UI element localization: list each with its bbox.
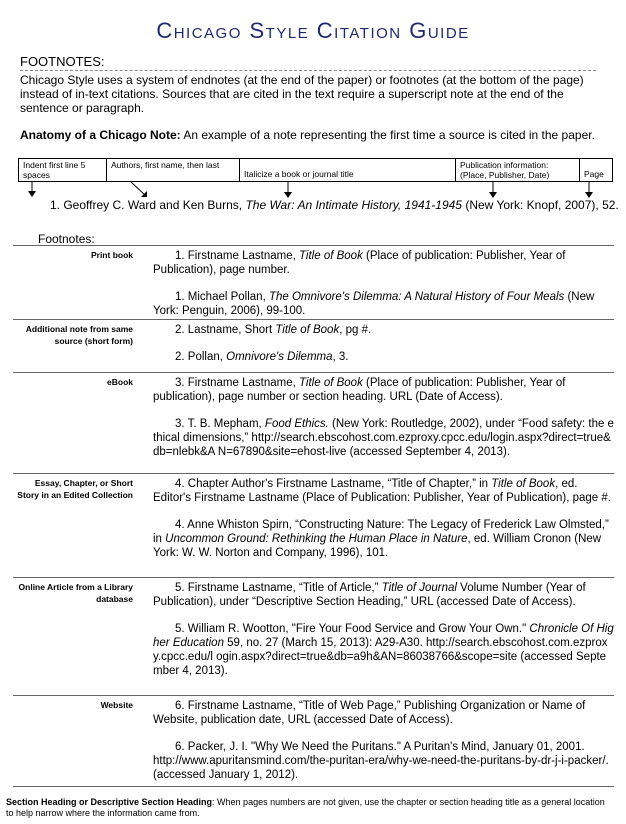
arrow-down-icon — [283, 182, 293, 198]
footnotes-heading: Footnotes: — [38, 232, 95, 246]
label-indent: Indent first line 5 spaces — [19, 159, 107, 181]
arrow-down-icon — [27, 181, 37, 197]
arrow-down-icon — [488, 182, 498, 198]
citation-row — [13, 695, 614, 786]
label-title: Italicize a book or journal title — [240, 159, 456, 181]
entry-template: 1. Firstname Lastname, Title of Book (Place of publication: Publisher, Year of Publication), page number. — [153, 250, 566, 276]
entry-template: 3. Firstname Lastname, Title of Book (Place of publication: Publisher, Year of publication), page number or section heading. URL (Date of Access). — [153, 377, 566, 403]
entry-template: 5. Firstname Lastname, “Title of Article,” Title of Journal Volume Number (Year of Publication), under “Descriptive Section Heading,” URL (accessed Date of Access). — [153, 582, 586, 608]
footer-text: : When pages numbers are not given, use the chapter or section heading title as a general location to help narrow where the information came from. — [6, 797, 605, 818]
row-body — [133, 696, 614, 786]
example-pre: 1. Geoffrey C. Ward and Ken Burns, — [50, 198, 246, 212]
anatomy-line — [20, 128, 610, 142]
entry-example: 6. Packer, J. I. "Why We Need the Puritans." A Puritan's Mind, January 01, 2001. http://www.apuritansmind.com/the-puritan-era/why-we-need-the-puritans-by-dr-j-i-packer/. (accessed January 1, 2012). — [153, 741, 609, 781]
citation-row — [13, 319, 614, 372]
entry-example: 4. Anne Whiston Spirn, “Constructing Nature: The Legacy of Frederick Law Olmsted,” in Uncommon Ground: Rethinking the Human Place in Nature, ed. William Cronon (New York: W. W. Norton and Company, 1996), 101. — [153, 519, 609, 559]
example-post: (New York: Knopf, 2007), 52. — [461, 198, 619, 212]
label-authors: Authors, first name, then last — [107, 159, 240, 181]
row-label: Print book — [90, 250, 133, 260]
arrow-down-icon — [584, 182, 594, 198]
row-body — [133, 320, 614, 372]
label-publication: Publication information: (Place, Publisher, Date) — [456, 159, 580, 181]
entry-template: 2. Lastname, Short Title of Book, pg #. — [175, 324, 372, 336]
row-body — [133, 373, 614, 473]
anatomy-labels — [18, 158, 613, 182]
citation-rows — [13, 245, 614, 787]
footer-note — [6, 797, 606, 819]
anatomy-bold: Anatomy of a Chicago Note: — [20, 128, 181, 142]
row-body — [133, 578, 614, 695]
entry-template: 4. Chapter Author's Firstname Lastname, “Title of Chapter,” in Title of Book, ed. Editor's Firstname Lastname (Place of Publication: Publisher, Year of Publication), page #. — [153, 478, 611, 504]
bottom-divider — [13, 786, 614, 787]
page-title: Chicago Style Citation Guide — [156, 18, 470, 43]
dotted-divider — [20, 70, 596, 71]
example-note — [50, 198, 619, 212]
row-body — [133, 246, 614, 319]
anatomy-text: An example of a note representing the first time a source is cited in the paper. — [180, 128, 595, 142]
entry-example: 1. Michael Pollan, The Omnivore's Dilemma: A Natural History of Four Meals (New York: Penguin, 2006), 99-100. — [153, 291, 595, 317]
entry-example: 2. Pollan, Omnivore's Dilemma, 3. — [175, 351, 349, 363]
footer-bold: Section Heading or Descriptive Section Heading — [6, 797, 213, 807]
citation-row — [13, 577, 614, 695]
intro-paragraph: Chicago Style uses a system of endnotes (at the end of the paper) or footnotes (at the bottom of the page) instead of in-text citations. Sources that are cited in the text require a superscript note at the end of the sentence or paragraph. — [20, 73, 584, 115]
arrow-diagonal-icon — [130, 181, 150, 199]
row-label: Essay, Chapter, or Short Story in an Edited Collection — [17, 478, 133, 500]
entry-template: 6. Firstname Lastname, “Title of Web Page,” Publishing Organization or Name of Website, publication date, URL (accessed Date of Access). — [153, 700, 586, 726]
citation-row — [13, 245, 614, 319]
example-italic: The War: An Intimate History, 1941-1945 — [245, 198, 462, 212]
entry-example: 5. William R. Wootton, "Fire Your Food Service and Grow Your Own." Chronicle Of Higher Education 59, no. 27 (March 15, 2013): A29-A30. http://search.ebscohost.com.ezproxy.cpcc.edu/l ogin.aspx?direct=true&db=a9h&AN=86038766&scope=site (accessed September 4, 2013). — [153, 623, 614, 677]
entry-example: 3. T. B. Mepham, Food Ethics. (New York: Routledge, 2002), under “Food safety: the ethical dimensions,” http://search.ebscohost.com.ezproxy.cpcc.edu/login.aspx?direct=true&db=nlebk&A N=67890&site=ehost-live (accessed September 4, 2013). — [153, 418, 614, 458]
citation-row — [13, 372, 614, 473]
citation-row — [13, 473, 614, 577]
row-label: Online Article from a Library database — [18, 582, 133, 604]
row-label: eBook — [107, 377, 133, 387]
row-label: Additional note from same source (short form) — [25, 324, 133, 346]
label-page: Page — [584, 169, 604, 179]
section-label: FOOTNOTES: — [20, 54, 105, 69]
row-body — [133, 474, 614, 577]
row-label: Website — [100, 700, 133, 710]
